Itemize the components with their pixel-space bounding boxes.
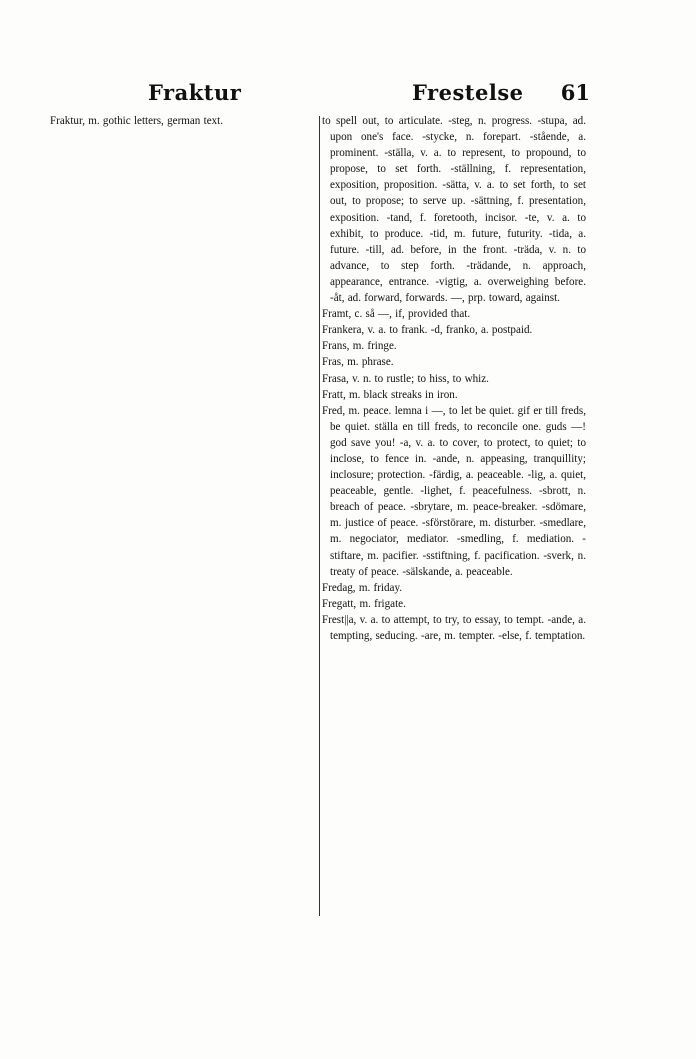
dictionary-entry: to spell out, to articulate. -steg, n. progress. -stupa, ad. upon one's face. -stycke, n. forepart. -stående, a. prominent. -ställa, v. a. to represent, to propound, to propose, to set forth. -ställning, f. representation, exposition, proposition. -sätta, v. a. to set forth, to set out, to propose; to serve up. -sättning, f. presentation, exposition. -tand, f. foretooth, incisor. -te, v. a. to exhibit, to produce. -tid, m. future, futurity. -tida, a. future. -till, ad. before, in the front. -träda, v. n. to advance, to step forth. -trädande, n. approach, appearance, entrance. -vigtig, a. overweighing before. -åt, ad. forward, forwards. —, prp. toward, against. xyxy=(322,115,586,305)
dictionary-entry: Framt, c. så —, if, provided that. xyxy=(322,308,471,321)
right-running-headword: Frestelse xyxy=(412,80,524,105)
right-column xyxy=(322,113,586,644)
dictionary-entry: Frans, m. fringe. xyxy=(322,340,397,353)
left-column xyxy=(50,113,318,129)
dictionary-entry: Fraktur, m. gothic letters, german text. xyxy=(50,115,224,127)
page-number: 61 xyxy=(560,80,590,105)
left-running-headword: Fraktur xyxy=(148,80,242,105)
dictionary-entry: Fred, m. peace. lemna i —, to let be quiet. gif er till freds, be quiet. ställa en till freds, to reconcile one. guds —! god save you! -a, v. a. to cover, to protect, to quiet; to inclose, to fence in. -ande, n. appeasing, tranquillity; inclosure; protection. -färdig, a. peaceable. -lig, a. quiet, peaceable, gentle. -lighet, f. peacefulness. -sbrott, n. breach of peace. -sbrytare, m. peace-breaker. -sdömare, m. justice of peace. -sförstörare, m. disturber. -smedlare, m. negociator, mediator. -smedling, f. mediation. -stiftare, m. pacifier. -sstiftning, f. pacification. -sverk, n. treaty of peace. -sälskande, a. peaceable. xyxy=(322,404,586,578)
page-header xyxy=(50,80,590,110)
dictionary-entry: Fras, m. phrase. xyxy=(322,356,394,369)
dictionary-entry: Fredag, m. friday. xyxy=(322,581,403,594)
dictionary-entry: Frankera, v. a. to frank. -d, franko, a. postpaid. xyxy=(322,324,533,337)
dictionary-entry: Frest||a, v. a. to attempt, to try, to essay, to tempt. -ande, a. tempting, seducing. -are, m. tempter. -else, f. temptation. xyxy=(322,613,586,642)
column-divider xyxy=(319,116,320,916)
dictionary-entry: Fregatt, m. frigate. xyxy=(322,597,406,610)
dictionary-entry: Fratt, m. black streaks in iron. xyxy=(322,388,458,401)
dictionary-entry: Frasa, v. n. to rustle; to hiss, to whiz. xyxy=(322,372,489,385)
